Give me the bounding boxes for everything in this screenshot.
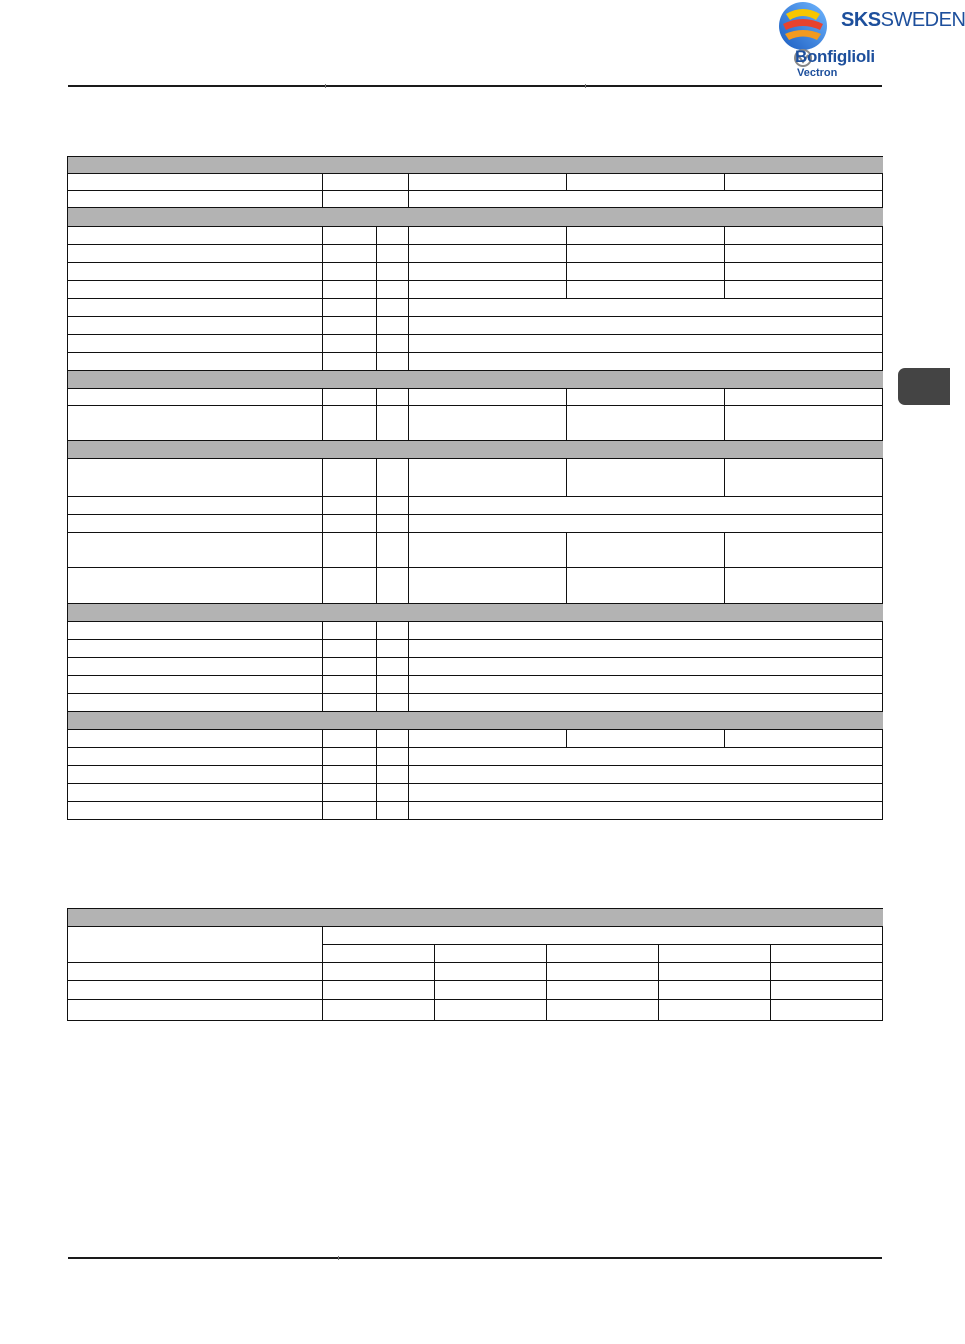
table-row <box>68 191 883 208</box>
table-cell <box>409 766 883 784</box>
table-cell <box>323 766 377 784</box>
table-cell <box>323 568 377 604</box>
table-row <box>68 389 883 406</box>
table-cell <box>68 712 883 730</box>
table-cell <box>68 730 323 748</box>
section-header-row <box>68 604 883 622</box>
table-row <box>68 353 883 371</box>
table-cell <box>771 981 883 1000</box>
table-cell <box>547 1000 659 1021</box>
table-row <box>68 459 883 497</box>
table-row <box>68 335 883 353</box>
table-cell <box>409 640 883 658</box>
table-cell <box>725 227 883 245</box>
table-cell <box>68 208 883 227</box>
table-row <box>68 784 883 802</box>
table-cell <box>323 945 435 963</box>
table-cell <box>68 694 323 712</box>
table-cell <box>68 497 323 515</box>
footer-rule <box>68 1257 882 1259</box>
table-cell <box>409 317 883 335</box>
table-cell <box>377 497 409 515</box>
table-cell <box>409 622 883 640</box>
table-cell <box>409 748 883 766</box>
table-cell <box>435 945 547 963</box>
table-cell <box>323 497 377 515</box>
table-cell <box>771 1000 883 1021</box>
table-cell <box>409 568 567 604</box>
table-cell <box>725 459 883 497</box>
table-row <box>68 802 883 820</box>
table-cell <box>68 245 323 263</box>
table-cell <box>323 227 377 245</box>
section-header-row <box>68 371 883 389</box>
table-row <box>68 533 883 568</box>
table-row <box>68 263 883 281</box>
table-cell <box>377 353 409 371</box>
section-header-row <box>68 909 883 927</box>
table-cell <box>323 299 377 317</box>
table-cell <box>68 299 323 317</box>
table-cell <box>323 676 377 694</box>
table-cell <box>659 963 771 981</box>
table-cell <box>377 784 409 802</box>
table-cell <box>771 963 883 981</box>
table-cell <box>68 263 323 281</box>
table-cell <box>68 748 323 766</box>
table-row <box>68 406 883 441</box>
table-cell <box>323 730 377 748</box>
chapter-tab-marker <box>898 368 950 405</box>
table-cell <box>725 406 883 441</box>
table-cell <box>377 263 409 281</box>
table-cell <box>409 263 567 281</box>
table-cell <box>323 784 377 802</box>
table-cell <box>68 658 323 676</box>
logo-text: SKSSWEDEN <box>841 9 965 31</box>
table-cell <box>377 459 409 497</box>
table-cell <box>409 389 567 406</box>
table-row <box>68 981 883 1000</box>
table-row <box>68 640 883 658</box>
table-cell <box>377 622 409 640</box>
table-cell <box>377 568 409 604</box>
table-cell <box>323 389 377 406</box>
section-header-row <box>68 208 883 227</box>
table-cell <box>409 784 883 802</box>
table-cell <box>547 981 659 1000</box>
table-cell <box>377 694 409 712</box>
table-row <box>68 1000 883 1021</box>
table-row <box>68 963 883 981</box>
table-cell <box>377 245 409 263</box>
table-cell <box>409 281 567 299</box>
table-cell <box>323 281 377 299</box>
table-cell <box>68 1000 323 1021</box>
table-cell <box>323 694 377 712</box>
table-cell <box>68 604 883 622</box>
table-cell <box>409 174 567 191</box>
table-row <box>68 174 883 191</box>
table-cell <box>409 497 883 515</box>
table-cell <box>547 963 659 981</box>
table-cell <box>68 459 323 497</box>
table-cell <box>567 263 725 281</box>
table-cell <box>377 640 409 658</box>
table-row <box>68 694 883 712</box>
table-row <box>68 245 883 263</box>
table-cell <box>323 174 409 191</box>
table-cell <box>68 622 323 640</box>
table-row <box>68 766 883 784</box>
table-cell <box>725 730 883 748</box>
table-row <box>68 227 883 245</box>
table-header-row <box>68 927 883 945</box>
table-cell <box>659 981 771 1000</box>
header-rule <box>68 85 882 87</box>
table-row <box>68 676 883 694</box>
table-cell <box>725 281 883 299</box>
section-header-row <box>68 712 883 730</box>
table-cell <box>659 1000 771 1021</box>
table-cell <box>725 568 883 604</box>
table-cell <box>377 730 409 748</box>
section-header-row <box>68 441 883 459</box>
table-cell <box>68 766 323 784</box>
table-cell <box>68 191 323 208</box>
table-cell <box>567 389 725 406</box>
table-cell <box>323 1000 435 1021</box>
table-cell <box>323 353 377 371</box>
table-cell <box>377 281 409 299</box>
table-cell <box>725 533 883 568</box>
table-cell <box>567 533 725 568</box>
table-cell <box>323 406 377 441</box>
table-cell <box>323 658 377 676</box>
table-cell <box>68 406 323 441</box>
ratings-table <box>67 908 883 1021</box>
table-cell <box>323 927 883 945</box>
table-row <box>68 748 883 766</box>
table-cell <box>68 981 323 1000</box>
table-cell <box>725 263 883 281</box>
table-cell <box>323 622 377 640</box>
table-cell <box>409 245 567 263</box>
table-cell <box>567 245 725 263</box>
table-cell <box>68 802 323 820</box>
table-cell <box>323 748 377 766</box>
table-row <box>68 281 883 299</box>
table-cell <box>323 191 409 208</box>
table-cell <box>435 981 547 1000</box>
table-cell <box>68 909 883 927</box>
table-cell <box>68 227 323 245</box>
table-cell <box>409 730 567 748</box>
table-cell <box>377 676 409 694</box>
table-cell <box>323 533 377 568</box>
table-cell <box>567 174 725 191</box>
brand-subname: Vectron <box>797 67 838 79</box>
footer-rule-tick <box>338 1256 339 1260</box>
table-row <box>68 730 883 748</box>
table-cell <box>323 335 377 353</box>
table-cell <box>377 227 409 245</box>
table-cell <box>323 515 377 533</box>
table-cell <box>68 927 323 963</box>
table-cell <box>323 963 435 981</box>
table-cell <box>409 694 883 712</box>
header-rule-tick <box>325 84 326 88</box>
table-cell <box>68 174 323 191</box>
table-cell <box>68 515 323 533</box>
table-cell <box>68 784 323 802</box>
table-cell <box>567 730 725 748</box>
table-cell <box>323 802 377 820</box>
table-cell <box>68 371 883 389</box>
table-cell <box>68 389 323 406</box>
table-cell <box>377 658 409 676</box>
table-cell <box>567 227 725 245</box>
table-cell <box>725 245 883 263</box>
table-cell <box>68 317 323 335</box>
table-cell <box>725 174 883 191</box>
table-cell <box>567 459 725 497</box>
table-row <box>68 658 883 676</box>
table-cell <box>771 945 883 963</box>
table-cell <box>409 676 883 694</box>
table-cell <box>409 191 883 208</box>
table-cell <box>68 335 323 353</box>
table-cell <box>68 281 323 299</box>
brand-name: Bonfiglioli <box>795 47 875 66</box>
table-cell <box>377 515 409 533</box>
table-cell <box>377 406 409 441</box>
table-cell <box>323 263 377 281</box>
technical-data-table <box>67 156 883 820</box>
table-cell <box>68 441 883 459</box>
table-row <box>68 568 883 604</box>
table-cell <box>377 766 409 784</box>
table-cell <box>323 245 377 263</box>
table-cell <box>659 945 771 963</box>
table-row <box>68 497 883 515</box>
table-cell <box>567 568 725 604</box>
table-cell <box>435 1000 547 1021</box>
table-cell <box>567 406 725 441</box>
table-row <box>68 515 883 533</box>
table-cell <box>323 459 377 497</box>
table-cell <box>409 335 883 353</box>
table-cell <box>409 515 883 533</box>
table-cell <box>68 568 323 604</box>
table-row <box>68 317 883 335</box>
table-cell <box>377 335 409 353</box>
table-cell <box>409 227 567 245</box>
table-cell <box>68 353 323 371</box>
table-cell <box>377 748 409 766</box>
table-cell <box>68 963 323 981</box>
section-header-row <box>68 157 883 174</box>
header-rule-tick <box>585 84 586 88</box>
table-cell <box>377 317 409 335</box>
table-cell <box>377 299 409 317</box>
table-cell <box>68 676 323 694</box>
table-cell <box>409 802 883 820</box>
table-cell <box>409 406 567 441</box>
table-cell <box>377 533 409 568</box>
table-cell <box>409 658 883 676</box>
table-cell <box>567 281 725 299</box>
table-cell <box>409 533 567 568</box>
table-cell <box>409 353 883 371</box>
table-cell <box>68 533 323 568</box>
table-cell <box>377 389 409 406</box>
table-cell <box>435 963 547 981</box>
table-cell <box>547 945 659 963</box>
table-cell <box>68 640 323 658</box>
table-cell <box>409 459 567 497</box>
table-cell <box>323 317 377 335</box>
table-cell <box>377 802 409 820</box>
table-cell <box>725 389 883 406</box>
table-cell <box>68 157 883 174</box>
table-row <box>68 622 883 640</box>
table-cell <box>409 299 883 317</box>
table-row <box>68 299 883 317</box>
table-cell <box>323 981 435 1000</box>
table-cell <box>323 640 377 658</box>
